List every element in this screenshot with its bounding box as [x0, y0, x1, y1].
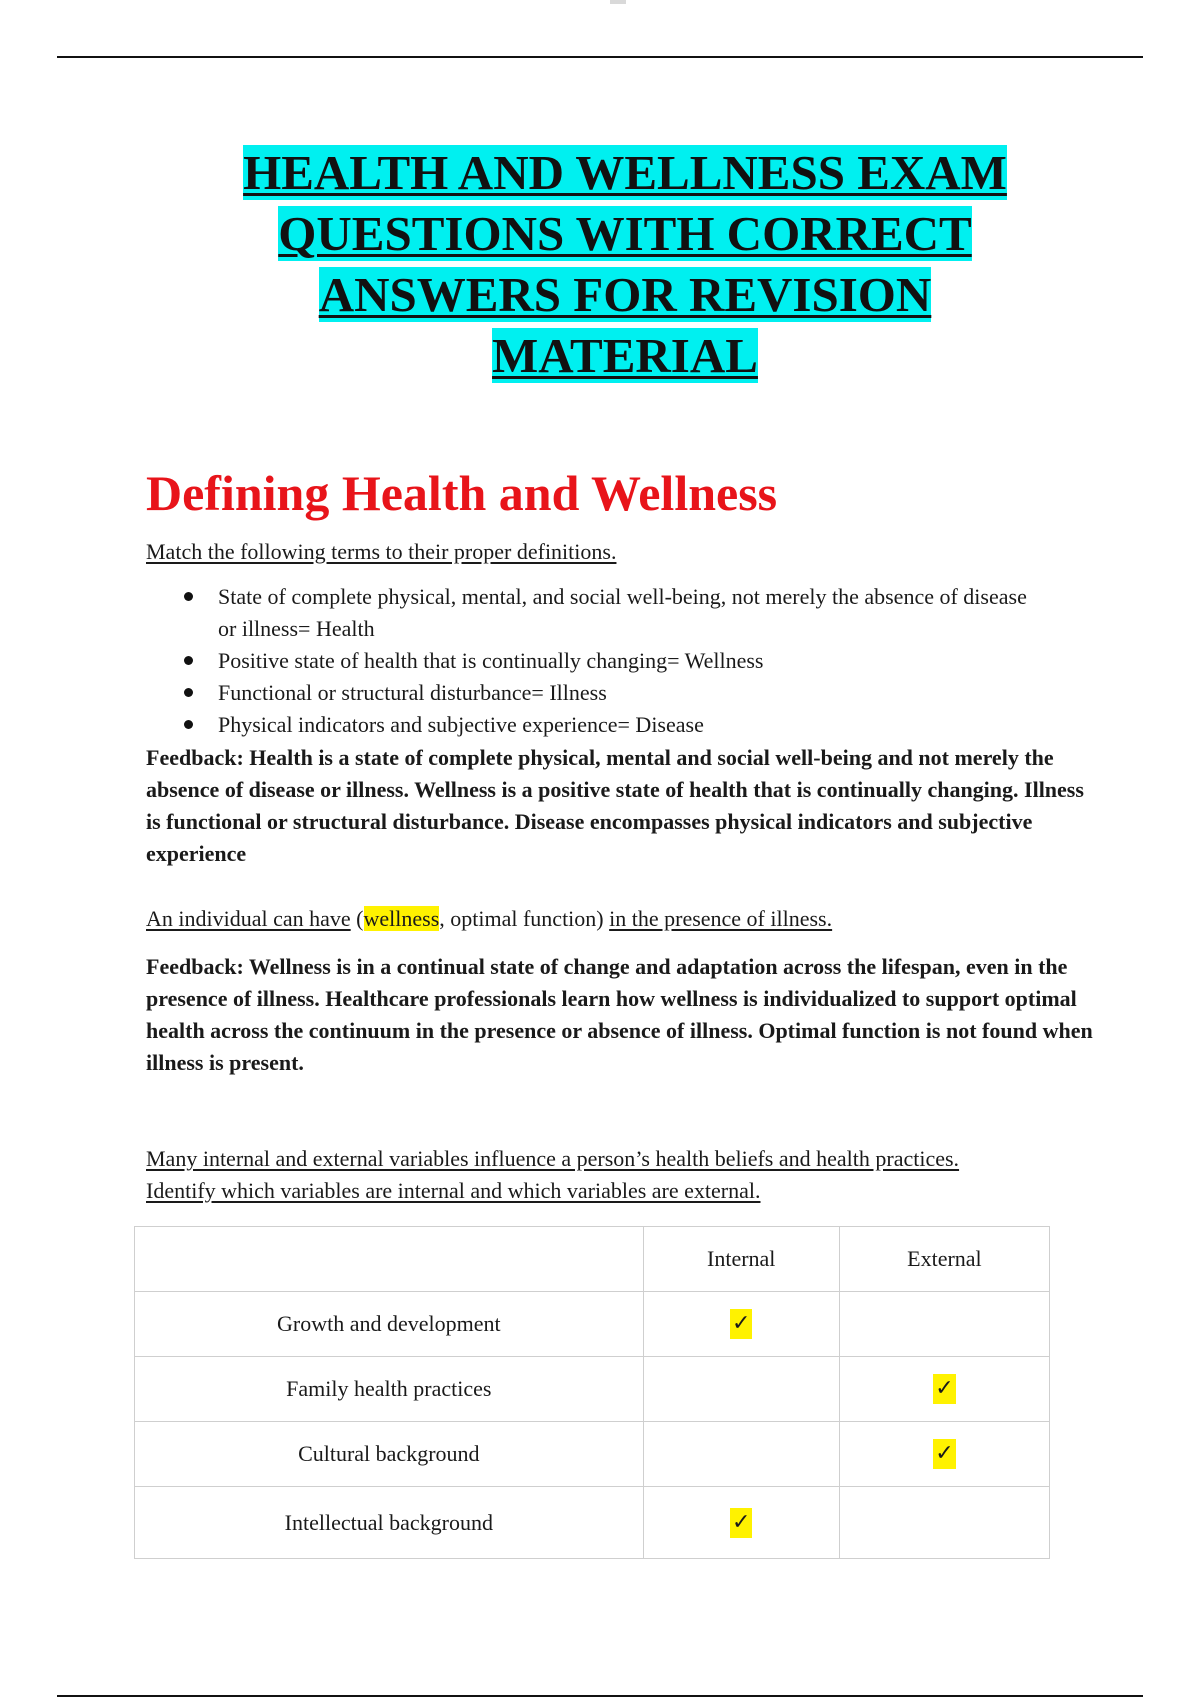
highlighted-answer: wellness — [363, 906, 440, 931]
table-row — [135, 1357, 1050, 1422]
check-icon: ✓ — [933, 1374, 955, 1404]
title-line-1: HEALTH AND WELLNESS EXAM — [243, 145, 1007, 200]
title-line-3: ANSWERS FOR REVISION — [318, 267, 932, 322]
table-row — [135, 1422, 1050, 1487]
check-icon: ✓ — [730, 1508, 752, 1538]
table-row — [135, 1487, 1050, 1559]
match-instruction: Match the following terms to their proper definitions. — [146, 539, 617, 564]
top-rule — [57, 56, 1143, 58]
internal-cell — [643, 1292, 839, 1357]
title-line-4: MATERIAL — [492, 328, 758, 383]
list-item — [146, 581, 1046, 645]
section-heading: Defining Health and Wellness — [146, 465, 778, 521]
list-item-text: Positive state of health that is continually changing= Wellness — [218, 648, 764, 673]
title-line-2: QUESTIONS WITH CORRECT — [278, 206, 972, 261]
statement-open-paren: ( — [350, 906, 364, 931]
statement-start: An individual can have — [146, 906, 351, 931]
header-external: External — [839, 1227, 1049, 1292]
check-icon: ✓ — [730, 1309, 752, 1339]
bullet-icon — [184, 688, 193, 697]
statement-options: , optimal function) — [439, 906, 604, 931]
internal-cell — [643, 1357, 839, 1422]
table-header-row — [135, 1227, 1050, 1292]
bullet-icon — [184, 592, 193, 601]
document-title — [100, 142, 1150, 386]
variables-prompt-line-2: Identify which variables are internal and which variables are external. — [146, 1178, 761, 1203]
check-icon: ✓ — [933, 1439, 955, 1469]
internal-cell — [643, 1422, 839, 1487]
list-item-text: Functional or structural disturbance= Illness — [218, 680, 607, 705]
external-cell — [839, 1357, 1049, 1422]
external-cell — [839, 1422, 1049, 1487]
wellness-statement — [146, 903, 1096, 935]
list-item-text: Physical indicators and subjective experience= Disease — [218, 712, 704, 737]
variable-label: Intellectual background — [135, 1487, 644, 1559]
list-item — [146, 645, 1046, 677]
external-cell — [839, 1292, 1049, 1357]
variable-label: Growth and development — [135, 1292, 644, 1357]
variables-table — [134, 1226, 1050, 1559]
definition-list — [146, 581, 1046, 741]
table-row — [135, 1292, 1050, 1357]
list-item — [146, 677, 1046, 709]
statement-end: in the presence of illness. — [609, 906, 833, 931]
bullet-icon — [184, 656, 193, 665]
page-top-mark — [610, 0, 626, 4]
feedback-paragraph-2: Feedback: Wellness is in a continual state of change and adaptation across the lifespan, even in the presence of illness. Healthcare professionals learn how wellness is individualized to support optimal health across the continuum in the presence or absence of illness. Optimal function is not found when illness is present. — [146, 954, 1093, 1075]
bottom-rule — [57, 1695, 1143, 1697]
header-internal: Internal — [643, 1227, 839, 1292]
feedback-paragraph-1: Feedback: Health is a state of complete physical, mental and social well-being and not merely the absence of disease or illness. Wellness is a positive state of health that is continually changing. Illness is functional or structural disturbance. Disease encompasses physical indicators and subjective experience — [146, 745, 1084, 866]
variable-label: Family health practices — [135, 1357, 644, 1422]
list-item-text: State of complete physical, mental, and social well-being, not merely the absence of disease or illness= Health — [218, 584, 1027, 641]
bullet-icon — [184, 720, 193, 729]
internal-cell — [643, 1487, 839, 1559]
variables-prompt — [146, 1143, 1096, 1207]
list-item — [146, 709, 1046, 741]
header-blank — [135, 1227, 644, 1292]
variable-label: Cultural background — [135, 1422, 644, 1487]
variables-prompt-line-1: Many internal and external variables influence a person’s health beliefs and health practices. — [146, 1146, 960, 1171]
external-cell — [839, 1487, 1049, 1559]
